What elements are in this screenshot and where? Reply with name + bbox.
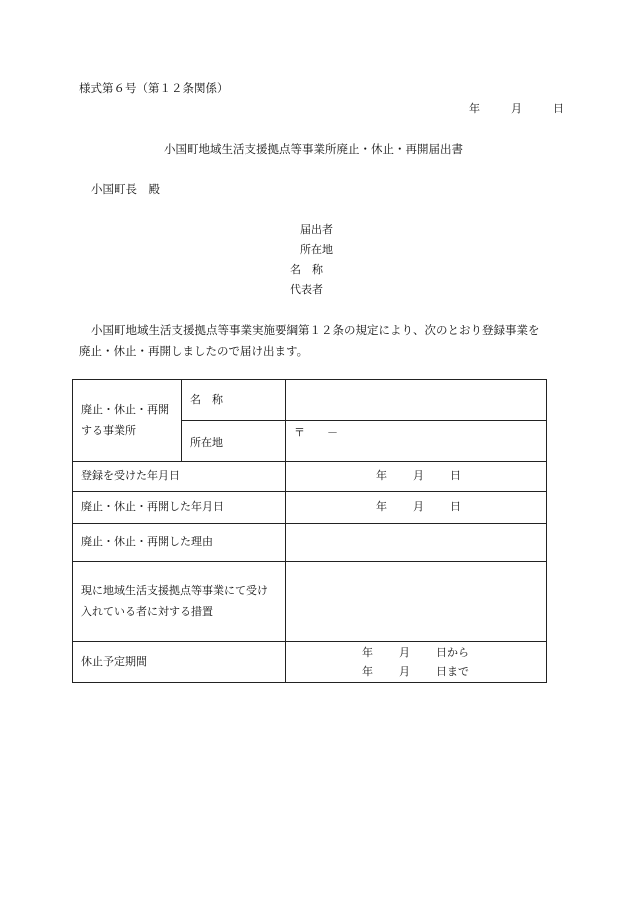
date-day: 日 bbox=[553, 102, 564, 115]
office-header-cell bbox=[73, 380, 182, 462]
body-text-line-2: 廃止・休止・再開しましたので届け出ます。 bbox=[79, 344, 309, 358]
office-location-value[interactable] bbox=[286, 421, 547, 462]
registration-date-month: 月 bbox=[413, 469, 424, 483]
suspension-start: 年 月 日から bbox=[362, 645, 469, 659]
office-header-line-1: 廃止・休止・再開 bbox=[81, 402, 169, 416]
suspension-period-value[interactable] bbox=[286, 642, 547, 683]
postal-mark: 〒 － bbox=[294, 426, 338, 439]
date-line bbox=[469, 103, 564, 114]
suspension-end-suffix: 日まで bbox=[436, 665, 469, 678]
reason-label: 廃止・休止・再開した理由 bbox=[73, 524, 286, 562]
date-year: 年 bbox=[469, 102, 480, 115]
office-name-value[interactable] bbox=[286, 380, 547, 421]
addressee: 小国町長 殿 bbox=[91, 182, 160, 196]
change-date-label: 廃止・休止・再開した年月日 bbox=[73, 492, 286, 524]
date-month: 月 bbox=[511, 102, 522, 115]
measures-line-2: 入れている者に対する措置 bbox=[81, 604, 213, 618]
submitter-location-label: 所在地 bbox=[300, 243, 333, 256]
measures-value[interactable] bbox=[286, 562, 547, 642]
body-text-line-1: 小国町地域生活支援拠点等事業実施要綱第１２条の規定により、次のとおり登録事業を bbox=[91, 323, 540, 337]
suspension-start-suffix: 日から bbox=[436, 645, 469, 659]
change-date-value[interactable] bbox=[286, 492, 547, 524]
office-header-line-2: する事業所 bbox=[81, 423, 136, 437]
registration-date-value[interactable] bbox=[286, 462, 547, 492]
notification-table bbox=[72, 379, 547, 683]
registration-date-day: 日 bbox=[450, 469, 461, 483]
office-name-label: 名 称 bbox=[182, 380, 286, 421]
measures-label bbox=[73, 562, 286, 642]
document-title: 小国町地域生活支援拠点等事業所廃止・休止・再開届出書 bbox=[164, 142, 463, 156]
change-date-year: 年 bbox=[376, 500, 387, 514]
submitter-heading: 届出者 bbox=[300, 223, 333, 236]
submitter-representative-label: 代表者 bbox=[290, 283, 323, 296]
form-number: 様式第６号（第１２条関係） bbox=[79, 81, 229, 95]
change-date-day: 日 bbox=[450, 500, 461, 514]
suspension-end: 年 月 日まで bbox=[362, 665, 469, 678]
office-location-label: 所在地 bbox=[182, 421, 286, 462]
change-date-month: 月 bbox=[413, 500, 424, 514]
reason-value[interactable] bbox=[286, 524, 547, 562]
measures-line-1: 現に地域生活支援拠点等事業にて受け bbox=[81, 583, 268, 597]
registration-date-year: 年 bbox=[376, 469, 387, 483]
registration-date-label: 登録を受けた年月日 bbox=[73, 462, 286, 492]
suspension-period-label: 休止予定期間 bbox=[73, 642, 286, 683]
submitter-name-label: 名 称 bbox=[290, 263, 323, 276]
